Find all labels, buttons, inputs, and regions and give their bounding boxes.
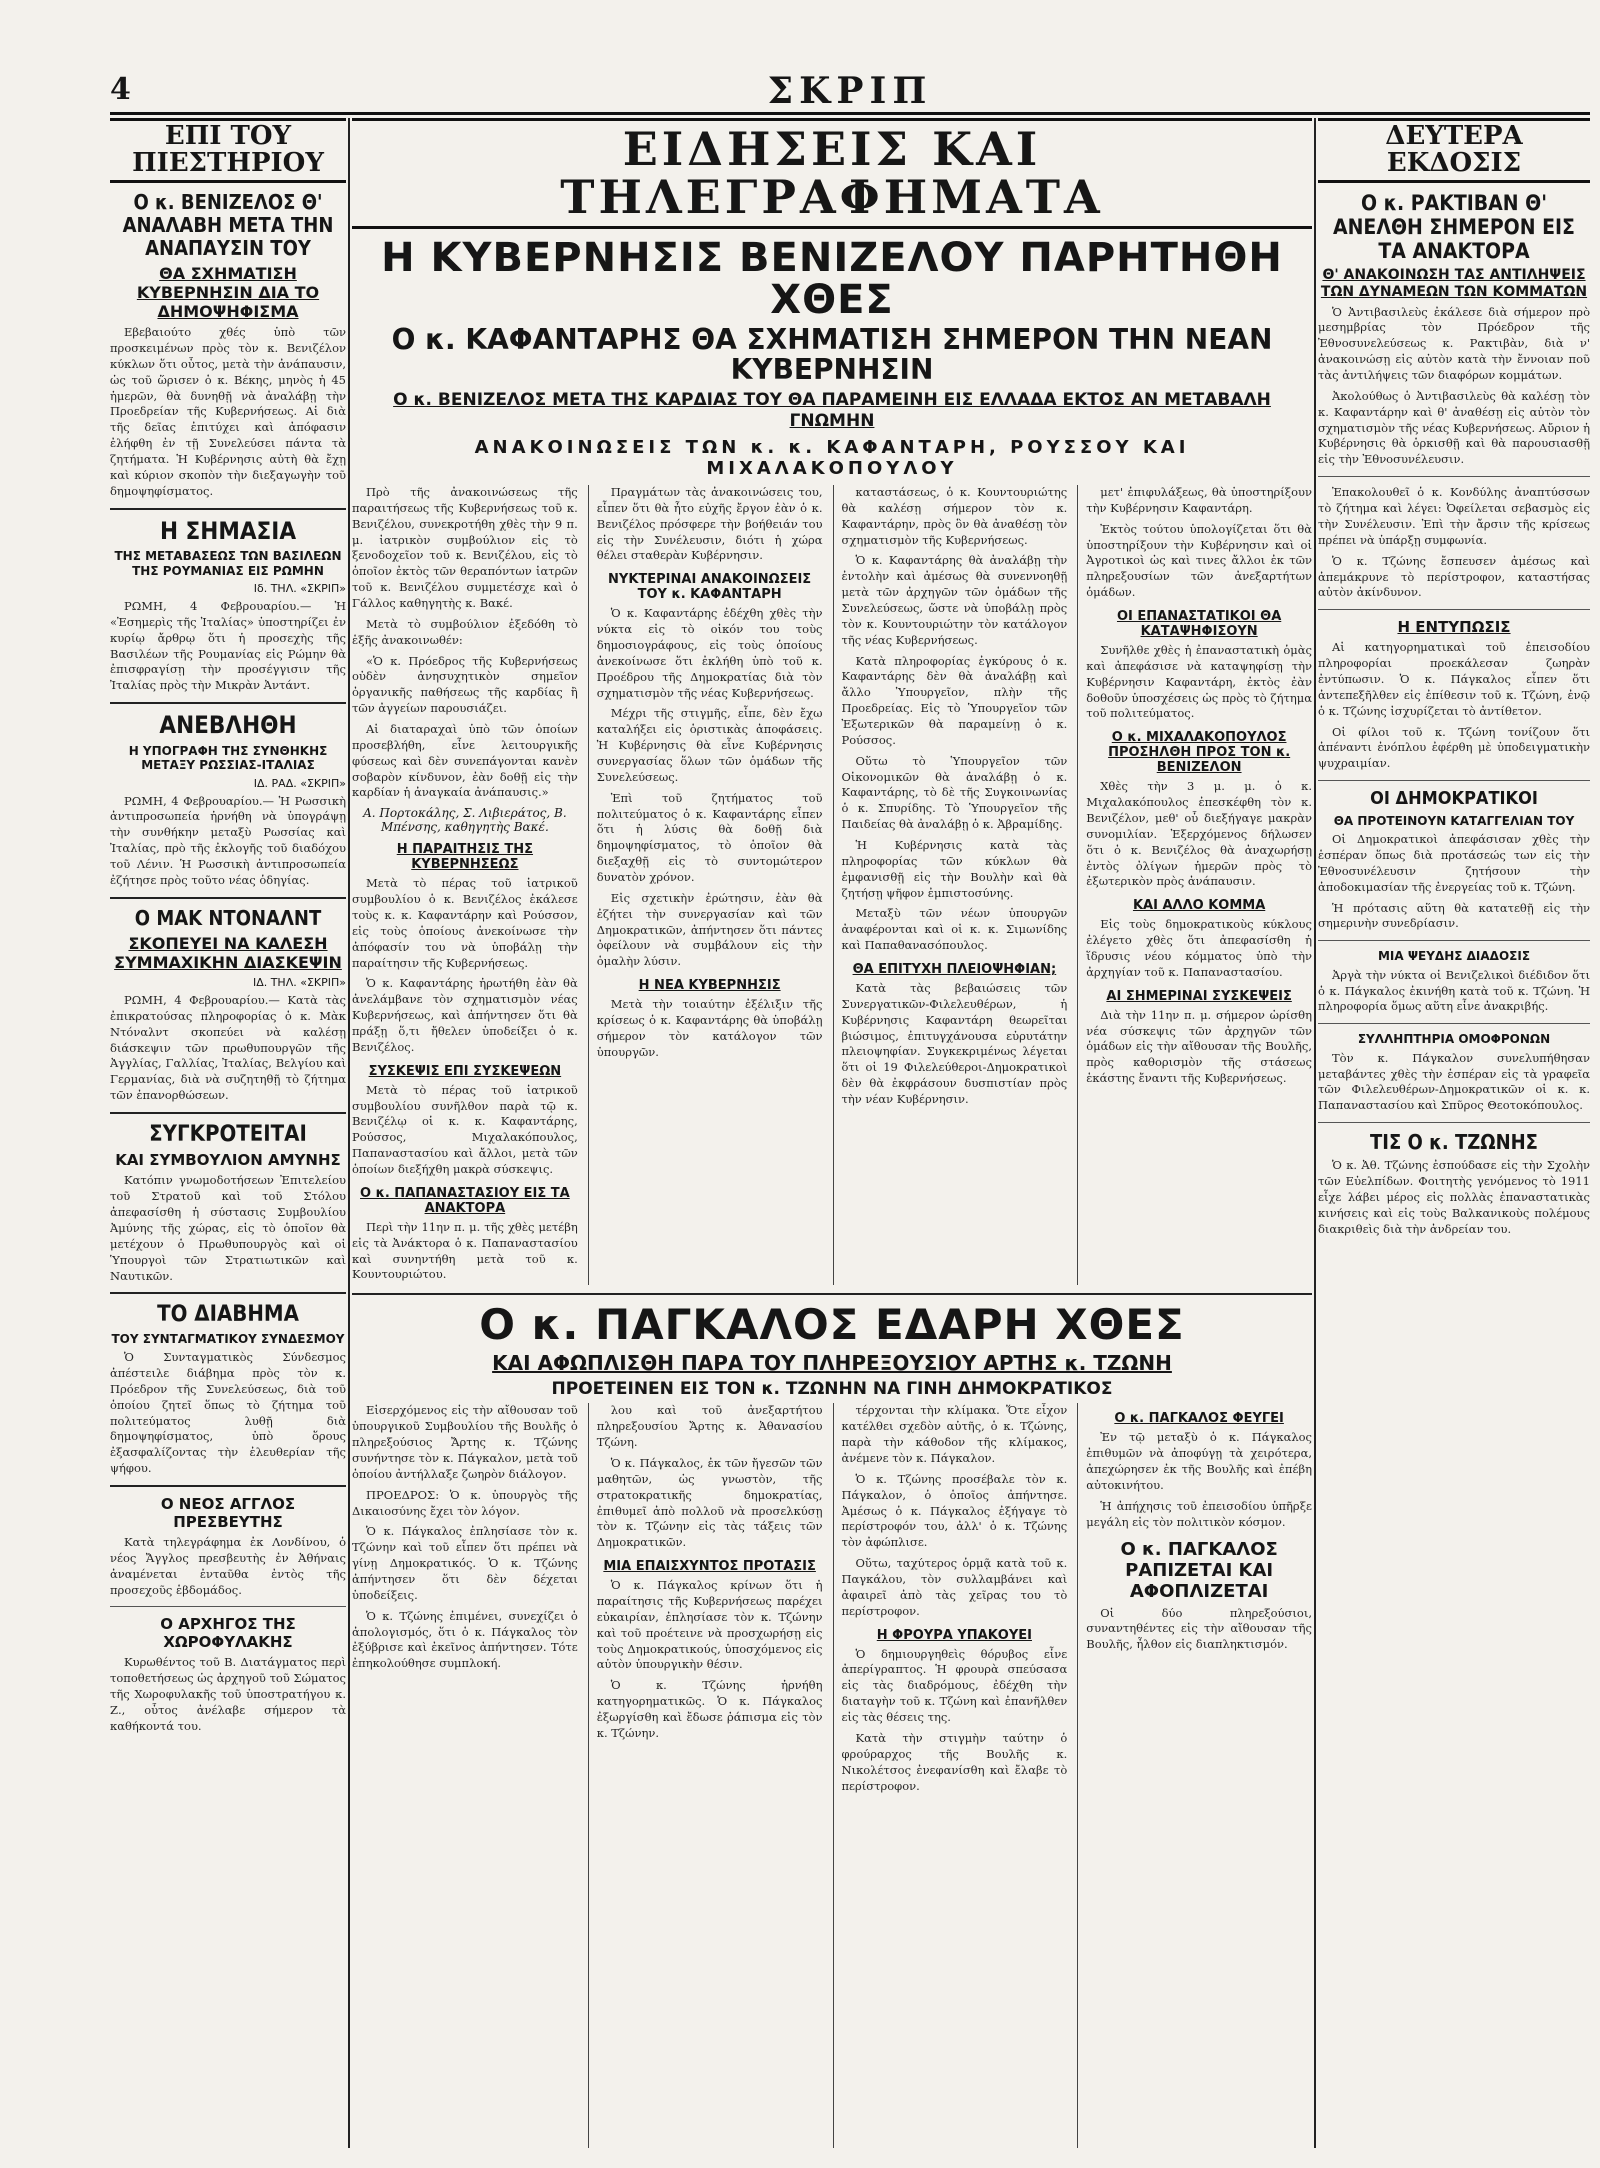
article-column	[352, 1403, 578, 2148]
divider	[1318, 476, 1590, 477]
subheading: Ο κ. ΠΑΓΚΑΛΟΣ ΦΕΥΓΕΙ	[1114, 1411, 1284, 1427]
lead-headline: Η ΚΥΒΕΡΝΗΣΙΣ ΒΕΝΙΖΕΛΟΥ ΠΑΡΗΤΗΘΗ ΧΘΕΣ	[381, 234, 1283, 323]
subheading: Η ΦΡΟΥΡΑ ΥΠΑΚΟΥΕΙ	[876, 1627, 1032, 1643]
article-body: Ἐπακολουθεῖ ὁ κ. Κονδύλης ἀναπτύσσων τὸ ζήτημα καὶ λέγει: Ὀφείλεται σεβασμὸς εἰς τὴν Συνέλευσιν. Ἐπὶ τὴν ἄρσιν τῆς κρίσεως πρέπει νὰ ὑπάρξῃ συμφωνία.	[1318, 485, 1590, 547]
article-body: Ἀργὰ τὴν νύκτα οἱ Βενιζελικοὶ διέδιδον ὅτι ὁ κ. Πάγκαλος ἐκινήθη κατὰ τοῦ κ. Τζώνη. Ἡ πληροφορία ὅμως αὕτη εἶνε ἀνακριβής.	[1318, 967, 1590, 1014]
divider	[110, 508, 346, 510]
article-column	[588, 485, 823, 1285]
article-column	[1077, 485, 1312, 1285]
headline: ΤΙΣ Ο κ. ΤΖΩΝΗΣ	[1370, 1130, 1538, 1155]
article-body: Ὁ Ἀντιβασιλεὺς ἐκάλεσε διὰ σήμερον πρὸ μεσημβρίας τὸν Πρόεδρον τῆς Ἐθνοσυνελεύσεως κ. Ρακτιβὰν, διὰ ν' ἀνακοινώσῃ εἰς αὐτὸν κατὰ τὴν ἔννοιαν ποῦ τὰς ἀντιλήψεις τῶν διαφόρων κομμάτων.	[1318, 304, 1590, 383]
masthead	[110, 70, 1590, 115]
paragraph: Ἐπὶ τοῦ ζητήματος τοῦ πολιτεύματος ὁ κ. Καφαντάρης εἶπεν ὅτι ἡ λύσις θὰ δοθῇ διὰ δημοψηφίσματος, τὸ ὁποῖον θὰ διεξαχθῇ εἰς τὸ συντομώτερον δυνατὸν χρόνον.	[596, 790, 823, 885]
headline: ΜΙΑ ΨΕΥΔΗΣ ΔΙΑΔΟΣΙΣ	[1377, 949, 1531, 964]
headline: Ο κ. ΒΕΝΙΖΕΛΟΣ Θ' ΑΝΑΛΑΒΗ ΜΕΤΑ ΤΗΝ ΑΝΑΠΑΥΣΙΝ ΤΟΥ	[122, 189, 334, 260]
subheading: Ο κ. ΠΑΠΑΝΑΣΤΑΣΙΟΥ ΕΙΣ ΤΑ ΑΝΑΚΤΟΡΑ	[360, 1185, 570, 1216]
article-body: Ὁ κ. Τζώνης ἔσπευσεν ἀμέσως καὶ ἀπεμάκρυνε τὸ περίστροφον, καταστήσας αὐτὸν ἀκίνδυνον.	[1318, 553, 1590, 600]
divider	[1318, 1122, 1590, 1123]
article	[1318, 789, 1590, 932]
second-headline: Ο κ. ΠΑΓΚΑΛΟΣ ΕΔΑΡΗ ΧΘΕΣ	[479, 1299, 1185, 1349]
signature: Α. Πορτοκάλης, Σ. Λιβιεράτος, Β. Μπένσης, καθηγητὴς Βακέ.	[363, 806, 567, 835]
second-subheadline: ΚΑΙ ΑΦΩΠΛΙΣΘΗ ΠΑΡΑ ΤΟΥ ΠΛΗΡΕΞΟΥΣΙΟΥ ΑΡΤΗΣ κ. ΤΖΩΝΗ	[492, 1351, 1172, 1376]
subheadline: ΘΑ ΣΧΗΜΑΤΙΣΗ ΚΥΒΕΡΝΗΣΙΝ ΔΙΑ ΤΟ ΔΗΜΟΨΗΦΙΣΜΑ	[136, 263, 320, 321]
subheadline: ΣΚΟΠΕΥΕΙ ΝΑ ΚΑΛΕΣΗ ΣΥΜΜΑΧΙΚΗΝ ΔΙΑΣΚΕΨΙΝ	[114, 933, 342, 972]
article-body: Κυρωθέντος τοῦ Β. Διατάγματος περὶ τοποθετήσεως ὡς ἀρχηγοῦ τοῦ Σώματος τῆς Χωροφυλακῆς τοῦ ὑποστρατήγου κ. Ζ., οὗτος ἀνέλαβε σήμερον τὰ καθήκοντά του.	[110, 1655, 346, 1733]
paragraph: Κατὰ τὰς βεβαιώσεις τῶν Συνεργατικῶν-Φιλελευθέρων, ἡ Κυβέρνησις Καφαντάρη θεωρεῖται βιώσιμος, ἐπιτυγχάνουσα εὐρυτάτην πλειοψηφίαν. Συγκεκριμένως λέγεται ὅτι οἱ 19 Φιλελεύθεροι-Δημοκρατικοὶ δὲν θὰ ἐκφράσουν δυσπιστίαν πρὸς τὴν νέαν Κυβέρνησιν.	[841, 981, 1068, 1107]
paragraph: Μεταξὺ τῶν νέων ὑπουργῶν ἀναφέρονται καὶ οἱ κ. κ. Σιμωνίδης καὶ Παπαθανασόπουλος.	[841, 906, 1068, 953]
paragraph: Διὰ τὴν 11ην π. μ. σήμερον ὡρίσθη νέα σύσκεψις τῶν ἀρχηγῶν τῶν ὁμάδων εἰς τὴν αἴθουσαν τῆς Βουλῆς, πρὸς καθορισμὸν τῆς στάσεως ἑκάστης ἔναντι τῆς Κυβερνήσεως.	[1086, 1007, 1312, 1086]
paragraph: Χθὲς τὴν 3 μ. μ. ὁ κ. Μιχαλακόπουλος ἐπεσκέφθη τὸν κ. Βενιζέλον, μεθ' οὗ διεξήγαγε μακρὰν συνομιλίαν. Ἐξερχόμενος δήλωσεν ὅτι ὁ κ. Βενιζέλος θὰ ἀναχωρήσῃ ἐντὸς ὀλίγων ἡμερῶν πρὸς τὸ ἐξωτερικὸν πρὸς ἀνάπαυσιν.	[1086, 779, 1312, 889]
paragraph: Οὕτω τὸ Ὑπουργεῖον τῶν Οἰκονομικῶν θὰ ἀναλάβῃ ὁ κ. Καφαντάρης, τὸ δὲ τῆς Συγκοινωνίας ὁ κ. Σπυρίδης. Τὸ Ὑπουργεῖον τῆς Παιδείας θὰ ἀναλάβῃ ὁ κ. Ἀβραμίδης.	[841, 753, 1068, 832]
headline: Ο ΜΑΚ ΝΤΟΝΑΛΝΤ	[134, 905, 322, 930]
page-number: 4	[110, 72, 131, 107]
subheading: ΝΥΚΤΕΡΙΝΑΙ ΑΝΑΚΟΙΝΩΣΕΙΣ ΤΟΥ κ. ΚΑΦΑΝΤΑΡΗ	[608, 572, 812, 603]
paragraph: Συνῆλθε χθὲς ἡ ἐπαναστατικὴ ὁμὰς καὶ ἀπεφάσισε νὰ καταψηφίσῃ τὴν Κυβέρνησιν Καφαντάρη, ἐκτὸς ἐὰν δοθοῦν ὑποσχέσεις ὡς πρὸς τὸ ζήτημα τοῦ πολιτεύματος.	[1086, 642, 1312, 721]
section-title: ΕΙΔΗΣΕΙΣ ΚΑΙ ΤΗΛΕΓΡΑΦΗΜΑΤΑ	[352, 118, 1312, 229]
article-body: Κατόπιν γνωμοδοτήσεων Ἐπιτελείου τοῦ Στρατοῦ καὶ τοῦ Στόλου ἀπεφασίσθη ἡ σύστασις Συμβουλίου Ἀμύνης τῆς χώρας, εἰς τὸ ὁποῖον θὰ μετέχουν ὁ Πρωθυπουργὸς καὶ οἱ Ὑπουργοὶ τῶν Στρατιωτικῶν καὶ Ναυτικῶν.	[110, 1173, 346, 1283]
divider	[110, 1606, 346, 1607]
headline: Η ΕΝΤΥΠΩΣΙΣ	[1397, 618, 1511, 637]
headline: Η ΣΗΜΑΣΙΑ	[159, 516, 297, 545]
subheading: ΚΑΙ ΑΛΛΟ ΚΟΜΜΑ	[1132, 898, 1266, 914]
article-body: Ὁ κ. Ἀθ. Τζώνης ἐσπούδασε εἰς τὴν Σχολὴν τῶν Εὐελπίδων. Φοιτητὴς γενόμενος τὸ 1911 εἶχε λάβει μέρος εἰς πολλὰς ἐπαναστατικὰς κινήσεις καὶ εἰς τοὺς Βαλκανικοὺς πολέμους διακριθεὶς διὰ τὴν ἀνδρείαν του.	[1318, 1158, 1590, 1236]
lead-subheadline: ΑΝΑΚΟΙΝΩΣΕΙΣ ΤΩΝ κ. κ. ΚΑΦΑΝΤΑΡΗ, ΡΟΥΣΣΟΥ ΚΑΙ ΜΙΧΑΛΑΚΟΠΟΥΛΟΥ	[474, 436, 1190, 479]
paragraph: Ὁ κ. Πάγκαλος κρίνων ὅτι ἡ παραίτησις τῆς Κυβερνήσεως παρέχει εὐκαιρίαν, ἐπλησίασε τὸν κ. Τζώνην καὶ τοῦ προέτεινε νὰ προσχωρήσῃ εἰς τοὺς Δημοκρατικούς, ὑποσχόμενος εἰς αὐτὸν ὑπουργικὴν θέσιν.	[596, 1578, 823, 1672]
subheadline: ΘΑ ΠΡΟΤΕΙΝΟΥΝ ΚΑΤΑΓΓΕΛΙΑΝ ΤΟΥ	[1333, 813, 1575, 828]
paragraph: Ὁ κ. Καφαντάρης θὰ ἀναλάβῃ τὴν ἐντολὴν καὶ ἀμέσως θὰ συνεννοηθῇ μετὰ τῶν ἀρχηγῶν τῶν ὁμάδων τῆς Συνελεύσεως, ὥστε νὰ ὑποβάλῃ πρὸς τὸν κ. Κουντουριώτην τὸν κατάλογον τῆς νέας Κυβερνήσεως.	[841, 553, 1068, 647]
article-body: Εβεβαιούτο χθές ὑπὸ τῶν προσκειμένων πρὸς τὸν κ. Βενιζέλον κύκλων ὅτι οὗτος, μετὰ τὴν ἀνάπαυσιν, ὡς τοῦ ὥρισεν ὁ κ. Βέκης, μηνὸς ἡ 45 ἡμερῶν, θὰ δυνηθῇ νὰ ἀναλάβῃ τὴν Προεδρείαν τῆς Κυβερνήσεως. Αἱ διὰ τῆς δεῖας ἐπιτύχει καὶ ἀπόφασιν ἐλήφθη ἐν τῇ Συνελεύσει πάντα τὰ ζητήματα. Ἡ Κυβέρνησις αὐτὴ θὰ ἔχῃ καὶ κύριον σκοπὸν τὴν διεξαγωγὴν τοῦ δημοψηφίσματος.	[110, 325, 346, 498]
subheading: Η ΠΑΡΑΙΤΗΣΙΣ ΤΗΣ ΚΥΒΕΡΝΗΣΕΩΣ	[396, 842, 534, 873]
headline: ΑΝΕΒΛΗΘΗ	[159, 711, 297, 740]
paragraph: Κατὰ τὴν στιγμὴν ταύτην ὁ φρούραρχος τῆς Βουλῆς κ. Νικολέτσος ἐνεφανίσθη καὶ ἔλαβε τὸ περίστροφον.	[841, 1730, 1068, 1793]
paragraph: μετ' ἐπιφυλάξεως, θὰ ὑποστηρίξουν τὴν Κυβέρνησιν Καφαντάρη.	[1086, 484, 1312, 515]
paragraph: λου καὶ τοῦ ἀνεξαρτήτου πληρεξουσίου Ἄρτης κ. Ἀθανασίου Τζώνη.	[596, 1403, 823, 1450]
subheadline: ΤΗΣ ΜΕΤΑΒΑΣΕΩΣ ΤΩΝ ΒΑΣΙΛΕΩΝ ΤΗΣ ΡΟΥΜΑΝΙΑΣ ΕΙΣ ΡΩΜΗΝ	[114, 549, 342, 578]
paragraph: ΠΡΟΕΔΡΟΣ: Ὁ κ. ὑπουργὸς τῆς Δικαιοσύνης ἔχει τὸν λόγον.	[352, 1487, 578, 1518]
newspaper-name: ΣΚΡΙΠ	[767, 70, 933, 112]
paragraph: Εἰσερχόμενος εἰς τὴν αἴθουσαν τοῦ ὑπουργικοῦ Συμβουλίου τῆς Βουλῆς ὁ πληρεξούσιος Ἄρτης κ. Τζώνης συνήντησε τὸν κ. Πάγκαλον, μετὰ τοῦ ὁποίου ἀντήλλαξε ζωηρὸν διάλογον.	[352, 1403, 578, 1481]
paragraph: Πρὸ τῆς ἀνακοινώσεως τῆς παραιτήσεως τῆς Κυβερνήσεως τοῦ κ. Βενιζέλου, συνεκροτήθη χθὲς τὴν 9 π. μ. ἰατρικὸν συμβούλιον εἰς τὸ ξενοδοχεῖον τοῦ κ. Βενιζέλου, εἰς τὸ ὁποῖον ἐκτὸς τῶν θεραπόντων ἰατρῶν τοῦ κ. Βενιζέλου συμμετέσχε καὶ ὁ Γάλλος καθηγητὴς κ. Βακέ.	[352, 484, 578, 610]
article-column	[1077, 1403, 1312, 2148]
subheadline: Η ΥΠΟΓΡΑΦΗ ΤΗΣ ΣΥΝΘΗΚΗΣ ΜΕΤΑΞΥ ΡΩΣΣΙΑΣ-ΙΤΑΛΙΑΣ	[128, 743, 328, 773]
article-column	[352, 485, 578, 1285]
headline: ΟΙ ΔΗΜΟΚΡΑΤΙΚΟΙ	[1370, 788, 1538, 810]
article	[1318, 191, 1590, 602]
article-body: ΡΩΜΗ, 4 Φεβρουαρίου.— Ἡ Ρωσσικὴ ἀντιπροσωπεία ἠρνήθη νὰ ὑπογράψῃ τὴν συνθήκην μεταξὺ Ρωσσίας καὶ Ἰταλίας, πρὸ τῆς ἐκλογῆς τοῦ διαδόχου τοῦ Λένιν. Ἡ Ρωσσικὴ ἀντιπροσωπεία ἐζήτησε πρὸς τοῦτο νέας ὁδηγίας.	[110, 793, 346, 887]
lead-subheadline: Ο κ. ΒΕΝΙΖΕΛΟΣ ΜΕΤΑ ΤΗΣ ΚΑΡΔΙΑΣ ΤΟΥ ΘΑ ΠΑΡΑΜΕΙΝΗ ΕΙΣ ΕΛΛΑΔΑ ΕΚΤΟΣ ΑΝ ΜΕΤΑΒΑΛΗ ΓΝΩΜΗΝ	[393, 390, 1271, 431]
paragraph: «Ὁ κ. Πρόεδρος τῆς Κυβερνήσεως οὐδὲν ἀνησυχητικὸν σημεῖον ὀργανικῆς παθήσεως τῆς καρδίας ἢ τῶν ἀγγείων παρουσιάζει.	[352, 653, 578, 716]
right-column	[1318, 118, 1590, 2148]
subheadline: Θ' ΑΝΑΚΟΙΝΩΣΗ ΤΑΣ ΑΝΤΙΛΗΨΕΙΣ ΤΩΝ ΔΥΝΑΜΕΩΝ ΤΩΝ ΚΟΜΜΑΤΩΝ	[1320, 267, 1588, 300]
subheading: ΜΙΑ ΕΠΑΙΣΧΥΝΤΟΣ ΠΡΟΤΑΣΙΣ	[603, 1559, 816, 1575]
paragraph: Ὁ κ. Πάγκαλος, ἐκ τῶν ἤγεσῶν τῶν μαθητῶν, ὡς γνωστὸν, τῆς στρατοκρατικῆς δημοκρατίας, ἐπιθυμεῖ ἀπὸ πολλοῦ νὰ προσελκύσῃ τὸν κ. Τζώνην εἰς τὰς τάξεις τῶν Δημοκρατικῶν.	[596, 1456, 823, 1550]
article	[110, 1122, 346, 1284]
paragraph: Μετὰ τὸ πέρας τοῦ ἰατρικοῦ συμβουλίου συνῆλθον παρὰ τῷ κ. Βενιζέλῳ οἱ κ. κ. Καφαντάρης, Ρούσσος, Μιχαλακόπουλος, Παπαναστασίου καὶ ἄλλοι, μετὰ τῶν ὁποίων διεξήχθη μακρὰ σύσκεψις.	[352, 1082, 578, 1177]
paragraph: Οὕτω, ταχύτερος ὁρμᾷ κατὰ τοῦ κ. Παγκάλου, τὸν συλλαμβάνει καὶ ἀφαιρεῖ ἀπὸ τὰς χεῖρας του τὸ περίστροφον.	[841, 1556, 1068, 1618]
paragraph: Κατὰ πληροφορίας ἐγκύρους ὁ κ. Καφαντάρης δὲν θὰ ἀναλάβῃ καὶ ἄλλο Ὑπουργεῖον, πλὴν τῆς Προεδρείας. Εἰς τὸ Ὑπουργεῖον τῶν Ἐξωτερικῶν θὰ παραμείνῃ ὁ κ. Ρούσσος.	[841, 653, 1068, 747]
paragraph: Ἡ Κυβέρνησις κατὰ τὰς πληροφορίας τῶν κύκλων θὰ ἐμφανισθῇ εἰς τὴν Βουλὴν καὶ θὰ ζητήσῃ ψῆφον ἐμπιστοσύνης.	[841, 838, 1068, 900]
article-body: ΡΩΜΗ, 4 Φεβρουαρίου.— Ἡ «Ἐσημερὶς τῆς Ἰταλίας» ὑποστηρίζει ἐν κυρίῳ ἄρθρῳ ὅτι ἡ προσεχὴς τῆς Βασιλέων τῆς Ρουμανίας εἰς Ρώμην θὰ ἐπισφραγίσῃ τὴν προσέγγισιν τῆς Ἰταλίας πρὸς τὴν Μικρὰν Ἀντάντ.	[110, 598, 346, 693]
lead-article-columns	[352, 485, 1312, 1285]
article	[110, 191, 346, 500]
divider	[110, 702, 346, 704]
article	[110, 907, 346, 1104]
divider	[110, 1292, 346, 1294]
paragraph: Ὁ κ. Καφαντάρης ἠρωτήθη ἐὰν θὰ ἀνελάμβανε τὸν σχηματισμὸν νέας Κυβερνήσεως, καὶ ἀπήντησεν ὅτι θὰ πράξῃ ὅ,τι ἤθελεν ὑποδείξει ὁ κ. Βενιζέλος.	[352, 976, 578, 1054]
article-column	[588, 1403, 823, 2148]
article-column	[833, 1403, 1068, 2148]
subheading: Ο κ. ΜΙΧΑΛΑΚΟΠΟΥΛΟΣ ΠΡΟΣΗΛΘΗ ΠΡΟΣ ΤΟΝ κ. ΒΕΝΙΖΕΛΟΝ	[1108, 730, 1291, 776]
headline: Ο ΝΕΟΣ ΑΓΓΛΟΣ ΠΡΕΣΒΕΥΤΗΣ	[160, 1494, 296, 1531]
lead-subheadline: Ο κ. ΚΑΦΑΝΤΑΡΗΣ ΘΑ ΣΧΗΜΑΤΙΣΗ ΣΗΜΕΡΟΝ ΤΗΝ ΝΕΑΝ ΚΥΒΕΡΝΗΣΙΝ	[391, 322, 1273, 387]
paragraph: Μετὰ τὸ συμβούλιον ἐξεδόθη τὸ ἑξῆς ἀνακοινωθέν:	[352, 616, 578, 647]
article-body: Κατὰ τηλεγράφημα ἐκ Λονδίνου, ὁ νέος Ἄγγλος πρεσβευτὴς ἐν Ἀθήναις ἀναμένεται ἐνταῦθα ἐντὸς τῆς προσεχοῦς ἑβδομάδος.	[110, 1534, 346, 1597]
second-article-columns	[352, 1403, 1312, 2148]
article-body: Οἱ φίλοι τοῦ κ. Τζώνη τονίζουν ὅτι ἀπέναντι ἐνόπλου ἐφέρθη μὲ ὑποδειγματικὴν ψυχραιμίαν.	[1318, 724, 1590, 771]
divider	[1318, 609, 1590, 610]
subheading: ΑΙ ΣΗΜΕΡΙΝΑΙ ΣΥΣΚΕΨΕΙΣ	[1106, 988, 1292, 1004]
paragraph: Μέχρι τῆς στιγμῆς, εἶπε, δὲν ἔχω καταλήξει εἰς ὁριστικὰς ἀποφάσεις. Ἡ Κυβέρνησις θὰ εἶνε Κυβέρνησις συνεργασίας ὅλων τῶν ὁμάδων τῆς Συνελεύσεως.	[596, 706, 823, 784]
divider	[110, 1485, 346, 1487]
paragraph: Ὁ δημιουργηθεὶς θόρυβος εἶνε ἀπερίγραπτος. Ἡ φρουρὰ σπεύσασα εἰς τὰς διαδρόμους, ἐδέχθη τὴν διαταγὴν τοῦ κ. Τζώνη καὶ ἐπανῆλθεν εἰς τὰς θέσεις της.	[841, 1646, 1068, 1725]
divider	[110, 897, 346, 899]
subheadline: ΚΑΙ ΣΥΜΒΟΥΛΙΟΝ ΑΜΥΝΗΣ	[115, 1151, 341, 1170]
divider	[352, 1293, 1312, 1295]
article-body: ΡΩΜΗ, 4 Φεβρουαρίου.— Κατὰ τὰς ἐπικρατούσας πληροφορίας ὁ κ. Μὰκ Ντόναλντ σκοπεύει νὰ καλέσῃ διάσκεψιν τῶν πρωθυπουργῶν τῆς Ἀγγλίας, Γαλλίας, Ἰταλίας, Βελγίου καὶ Γερμανίας, διὰ νὰ συζητηθῇ τὸ ζήτημα τῶν ἐπανορθώσεων.	[110, 993, 346, 1103]
headline: Ο ΑΡΧΗΓΟΣ ΤΗΣ ΧΩΡΟΦΥΛΑΚΗΣ	[160, 1615, 296, 1652]
paragraph: Περὶ τὴν 11ην π. μ. τῆς χθὲς μετέβη εἰς τὰ Ἀνάκτορα ὁ κ. Παπαναστασίου καὶ συνηντήθη μετὰ τοῦ κ. Κουντουριώτου.	[352, 1219, 578, 1282]
column-divider	[348, 118, 350, 2148]
paragraph: Ὁ κ. Τζώνης ἐπιμένει, συνεχίζει ὁ ἀπολογισμός, ὅτι ὁ κ. Πάγκαλος τὸν ἐξύβρισε καὶ ἐκεῖνος ἀπήντησεν. Τότε ἐπηκολούθησε συμπλοκή.	[352, 1608, 578, 1671]
article	[1318, 618, 1590, 772]
section-title: ΕΠΙ ΤΟΥ ΠΙΕΣΤΗΡΙΟΥ	[110, 118, 346, 183]
paragraph: Ἐκτὸς τούτου ὑπολογίζεται ὅτι θὰ ὑποστηρίξουν τὴν Κυβέρνησιν καὶ οἱ Ἀγροτικοὶ ὡς καὶ τινες ἄλλοι ἐκ τῶν πληρεξουσίων τῶν ἀνεξαρτήτων ὁμάδων.	[1086, 521, 1312, 600]
article	[110, 712, 346, 889]
column-divider	[1314, 118, 1316, 2148]
headline: ΣΥΓΚΡΟΤΕΙΤΑΙ	[149, 1122, 307, 1148]
headline: Ο κ. ΡΑΚΤΙΒΑΝ Θ' ΑΝΕΛΘΗ ΣΗΜΕΡΟΝ ΕΙΣ ΤΑ ΑΝΑΚΤΟΡΑ	[1333, 190, 1575, 263]
divider	[1318, 1023, 1590, 1024]
headline: ΣΥΛΛΗΠΤΗΡΙΑ ΟΜΟΦΡΟΝΩΝ	[1357, 1032, 1551, 1047]
subheadline: ΤΟΥ ΣΥΝΤΑΓΜΑΤΙΚΟΥ ΣΥΝΔΕΣΜΟΥ	[111, 1331, 345, 1346]
subheading: ΘΑ ΕΠΙΤΥΧΗ ΠΛΕΙΟΨΗΦΙΑΝ;	[852, 962, 1057, 978]
paragraph: Ὁ κ. Πάγκαλος ἐπλησίασε τὸν κ. Τζώνην καὶ τοῦ εἶπεν ὅτι πρέπει νὰ γίνῃ Δημοκρατικός. Ὁ κ. Τζώνης ἀπήντησεν ὅτι δὲν δέχεται ὑποδείξεις.	[352, 1524, 578, 1602]
article	[1318, 1032, 1590, 1114]
article-body: Οἱ Δημοκρατικοὶ ἀπεφάσισαν χθὲς τὴν ἑσπέραν ὅπως διὰ προτάσεώς των εἰς τὴν Ἐθνοσυνέλευσιν ζητήσουν τὴν ἀποδοκιμασίαν τῆς ἐνεργείας τοῦ κ. Τζώνη.	[1318, 832, 1590, 894]
paragraph: Ἐν τῷ μεταξὺ ὁ κ. Πάγκαλος ἐπιθυμῶν νὰ ἀποφύγῃ τὰ χειρότερα, ἀπεχώρησεν ἐκ τῆς Βουλῆς καὶ ἐπέβη αὐτοκινήτου.	[1086, 1430, 1312, 1493]
paragraph: Πραγμάτων τὰς ἀνακοινώσεις του, εἶπεν ὅτι θὰ ἦτο εὐχῆς ἔργον ἐὰν ὁ κ. Βενιζέλος πρόσφερε τὴν βοήθειάν του εἰς τὴν Συνέλευσιν, διότι ἡ χώρα θέλει σταθερὰν Κυβέρνησιν.	[596, 484, 823, 563]
left-column	[110, 118, 346, 2148]
second-subheadline: ΠΡΟΕΤΕΙΝΕΝ ΕΙΣ ΤΟΝ κ. ΤΖΩΝΗΝ ΝΑ ΓΙΝΗ ΔΗΜΟΚΡΑΤΙΚΟΣ	[551, 1379, 1113, 1400]
headline: ΤΟ ΔΙΑΒΗΜΑ	[157, 1302, 299, 1328]
dateline: Ιδ. ΤΗΛ. «ΣΚΡΙΠ»	[253, 581, 346, 595]
paragraph: Ὁ κ. Καφαντάρης ἐδέχθη χθὲς τὴν νύκτα εἰς τὸ οἰκόν του τοὺς δημοσιογράφους, εἰς τοὺς ὁποίους ἀνεκοίνωσε ὅτι ἐκλήθη ὑπὸ τοῦ κ. Προέδρου τῆς Δημοκρατίας διὰ τὸν σχηματισμὸν τῆς νέας Κυβερνήσεως.	[596, 606, 823, 700]
article-column	[833, 485, 1068, 1285]
main-section	[352, 118, 1312, 2148]
subheading: ΟΙ ΕΠΑΝΑΣΤΑΤΙΚΟΙ ΘΑ ΚΑΤΑΨΗΦΙΣΟΥΝ	[1116, 608, 1282, 639]
dateline: ΙΔ. ΤΗΛ. «ΣΚΡΙΠ»	[252, 976, 346, 990]
paragraph: Οἱ δύο πληρεξούσιοι, συναντηθέντες εἰς τὴν αἴθουσαν τῆς Βουλῆς, ἦλθον εἰς διαπληκτισμόν.	[1086, 1605, 1312, 1652]
article-body: Αἱ κατηγορηματικαὶ τοῦ ἐπεισοδίου πληροφορίαι προεκάλεσαν ζωηρὰν ἐντύπωσιν. Ὁ κ. Πάγκαλος εἶπεν ὅτι ἀντεπεξῆλθεν εἰς ἐπίθεσιν τοῦ κ. Τζώνη, ἐνῷ ὁ κ. Τζώνης ἰσχυρίζεται τὸ ἀντίθετον.	[1318, 640, 1590, 718]
subheading: ΣΥΣΚΕΨΙΣ ΕΠΙ ΣΥΣΚΕΨΕΩΝ	[368, 1063, 562, 1079]
article-body: Ὁ Συνταγματικὸς Σύνδεσμος ἀπέστειλε διάβημα πρὸς τὸν κ. Πρόεδρον τῆς Συνελεύσεως, διὰ τοῦ ὁποίου ζητεῖ ὅπως τὸ ζήτημα τοῦ πολιτεύματος λυθῇ διὰ δημοψηφίσματος, ὑπὸ ὅρους ἐξασφαλίζοντας τὴν ἐλευθερίαν τῆς ψήφου.	[110, 1350, 346, 1476]
paragraph: τέρχονται τὴν κλίμακα. Ὅτε εἶχον κατέλθει σχεδὸν αὐτῆς, ὁ κ. Τζώνης, παρὰ τὴν κάθοδον τῆς κλίμακος, ἀνέμενε τὸν κ. Πάγκαλον.	[841, 1403, 1068, 1466]
article-body: Τὸν κ. Πάγκαλον συνελυπήθησαν μεταβάντες χθὲς τὴν ἑσπέραν εἰς τὰ γραφεῖα τῶν Φιλελευθέρων-Δημοκρατικῶν οἱ κ. κ. Παπαναστασίου καὶ Σπῦρος Θεοτοκόπουλος.	[1318, 1050, 1590, 1113]
article	[1318, 949, 1590, 1015]
divider	[110, 1112, 346, 1114]
dateline: ΙΔ. ΡΑΔ. «ΣΚΡΙΠ»	[253, 776, 346, 790]
article	[1318, 1131, 1590, 1237]
divider	[1318, 940, 1590, 941]
divider	[1318, 780, 1590, 781]
article-body: Ἀκολούθως ὁ Ἀντιβασιλεὺς θὰ καλέσῃ τὸν κ. Καφαντάρην καὶ θ' ἀναθέσῃ εἰς αὐτὸν τὸν σχηματισμὸν τῆς νέας Κυβερνήσεως. Αὔριον ἡ Κυβέρνησις θὰ ὁρκισθῇ καὶ θὰ παρουσιασθῇ εἰς τὴν Ἐθνοσυνέλευσιν.	[1318, 388, 1590, 467]
paragraph: Μετὰ τὸ πέρας τοῦ ἰατρικοῦ συμβουλίου ὁ κ. Βενιζέλος ἐκάλεσε τοὺς κ. κ. Καφαντάρην καὶ Ρούσσον, εἰς τοὺς ὁποίους ἀνεκοίνωσε τὴν ἀπόφασίν του νὰ ὑποβάλῃ τὴν παραίτησιν τῆς Κυβερνήσεως.	[352, 876, 578, 970]
subheading: Η ΝΕΑ ΚΥΒΕΡΝΗΣΙΣ	[638, 978, 781, 994]
subheading: Ο κ. ΠΑΓΚΑΛΟΣ ΡΑΠΙΖΕΤΑΙ ΚΑΙ ΑΦΟΠΛΙΖΕΤΑΙ	[1120, 1538, 1278, 1602]
article	[110, 1615, 346, 1734]
paragraph: καταστάσεως, ὁ κ. Κουντουριώτης θὰ καλέσῃ σήμερον τὸν κ. Καφαντάρην, πρὸς ὃν θὰ ἀναθέσῃ τὸν σχηματισμὸν τῆς Κυβερνήσεως.	[841, 484, 1068, 547]
section-title: ΔΕΥΤΕΡΑ ΕΚΔΟΣΙΣ	[1318, 118, 1590, 183]
article	[110, 1302, 346, 1477]
paragraph: Εἰς τοὺς δημοκρατικοὺς κύκλους ἐλέγετο χθὲς ὅτι ἀπεφασίσθη ἡ ἵδρυσις νέου κόμματος ὑπὸ τὴν ἀρχηγίαν τοῦ κ. Παπαναστασίου.	[1086, 917, 1312, 979]
article-body: Ἡ πρότασις αὕτη θὰ κατατεθῇ εἰς τὴν σημερινὴν συνεδρίασιν.	[1318, 900, 1590, 931]
paragraph: Ἡ ἀπήχησις τοῦ ἐπεισοδίου ὑπῆρξε μεγάλη εἰς τὸν πολιτικὸν κόσμον.	[1086, 1498, 1312, 1529]
article	[110, 518, 346, 695]
paragraph: Ὁ κ. Τζώνης ἠρνήθη κατηγορηματικῶς. Ὁ κ. Πάγκαλος ἐξωργίσθη καὶ ἔδωσε ῥάπισμα εἰς τὸν κ. Τζώνην.	[596, 1678, 823, 1740]
paragraph: Μετὰ τὴν τοιαύτην ἐξέλιξιν τῆς κρίσεως ὁ κ. Καφαντάρης θὰ ὑποβάλῃ σήμερον τὸν κατάλογον τῶν ὑπουργῶν.	[596, 997, 823, 1059]
paragraph: Εἰς σχετικὴν ἐρώτησιν, ἐὰν θὰ ἐζήτει τὴν συνεργασίαν καὶ τῶν Δημοκρατικῶν, ἀπήντησεν ὅτι πάντες ὀφείλουν νὰ συμβάλουν εἰς τὴν ὁμαλὴν λύσιν.	[596, 890, 823, 969]
article	[110, 1495, 346, 1598]
paragraph: Αἱ διαταραχαὶ ὑπὸ τῶν ὁποίων προσεβλήθη, εἶνε λειτουργικῆς φύσεως καὶ δὲν συνεπάγονται κανὲν σοβαρὸν κίνδυνον, ἐὰν δοθῇ εἰς τὴν καρδίαν ἡ ἀναγκαία ἀνάπαυσις.»	[352, 722, 578, 800]
paragraph: Ὁ κ. Τζώνης προσέβαλε τὸν κ. Πάγκαλον, ὁ ὁποῖος ἀπήντησε. Ἀμέσως ὁ κ. Πάγκαλος ἐξήγαγε τὸ περίστροφόν του, ἀλλ' ὁ κ. Τζώνης τὸν ἀφώπλισε.	[841, 1471, 1068, 1550]
